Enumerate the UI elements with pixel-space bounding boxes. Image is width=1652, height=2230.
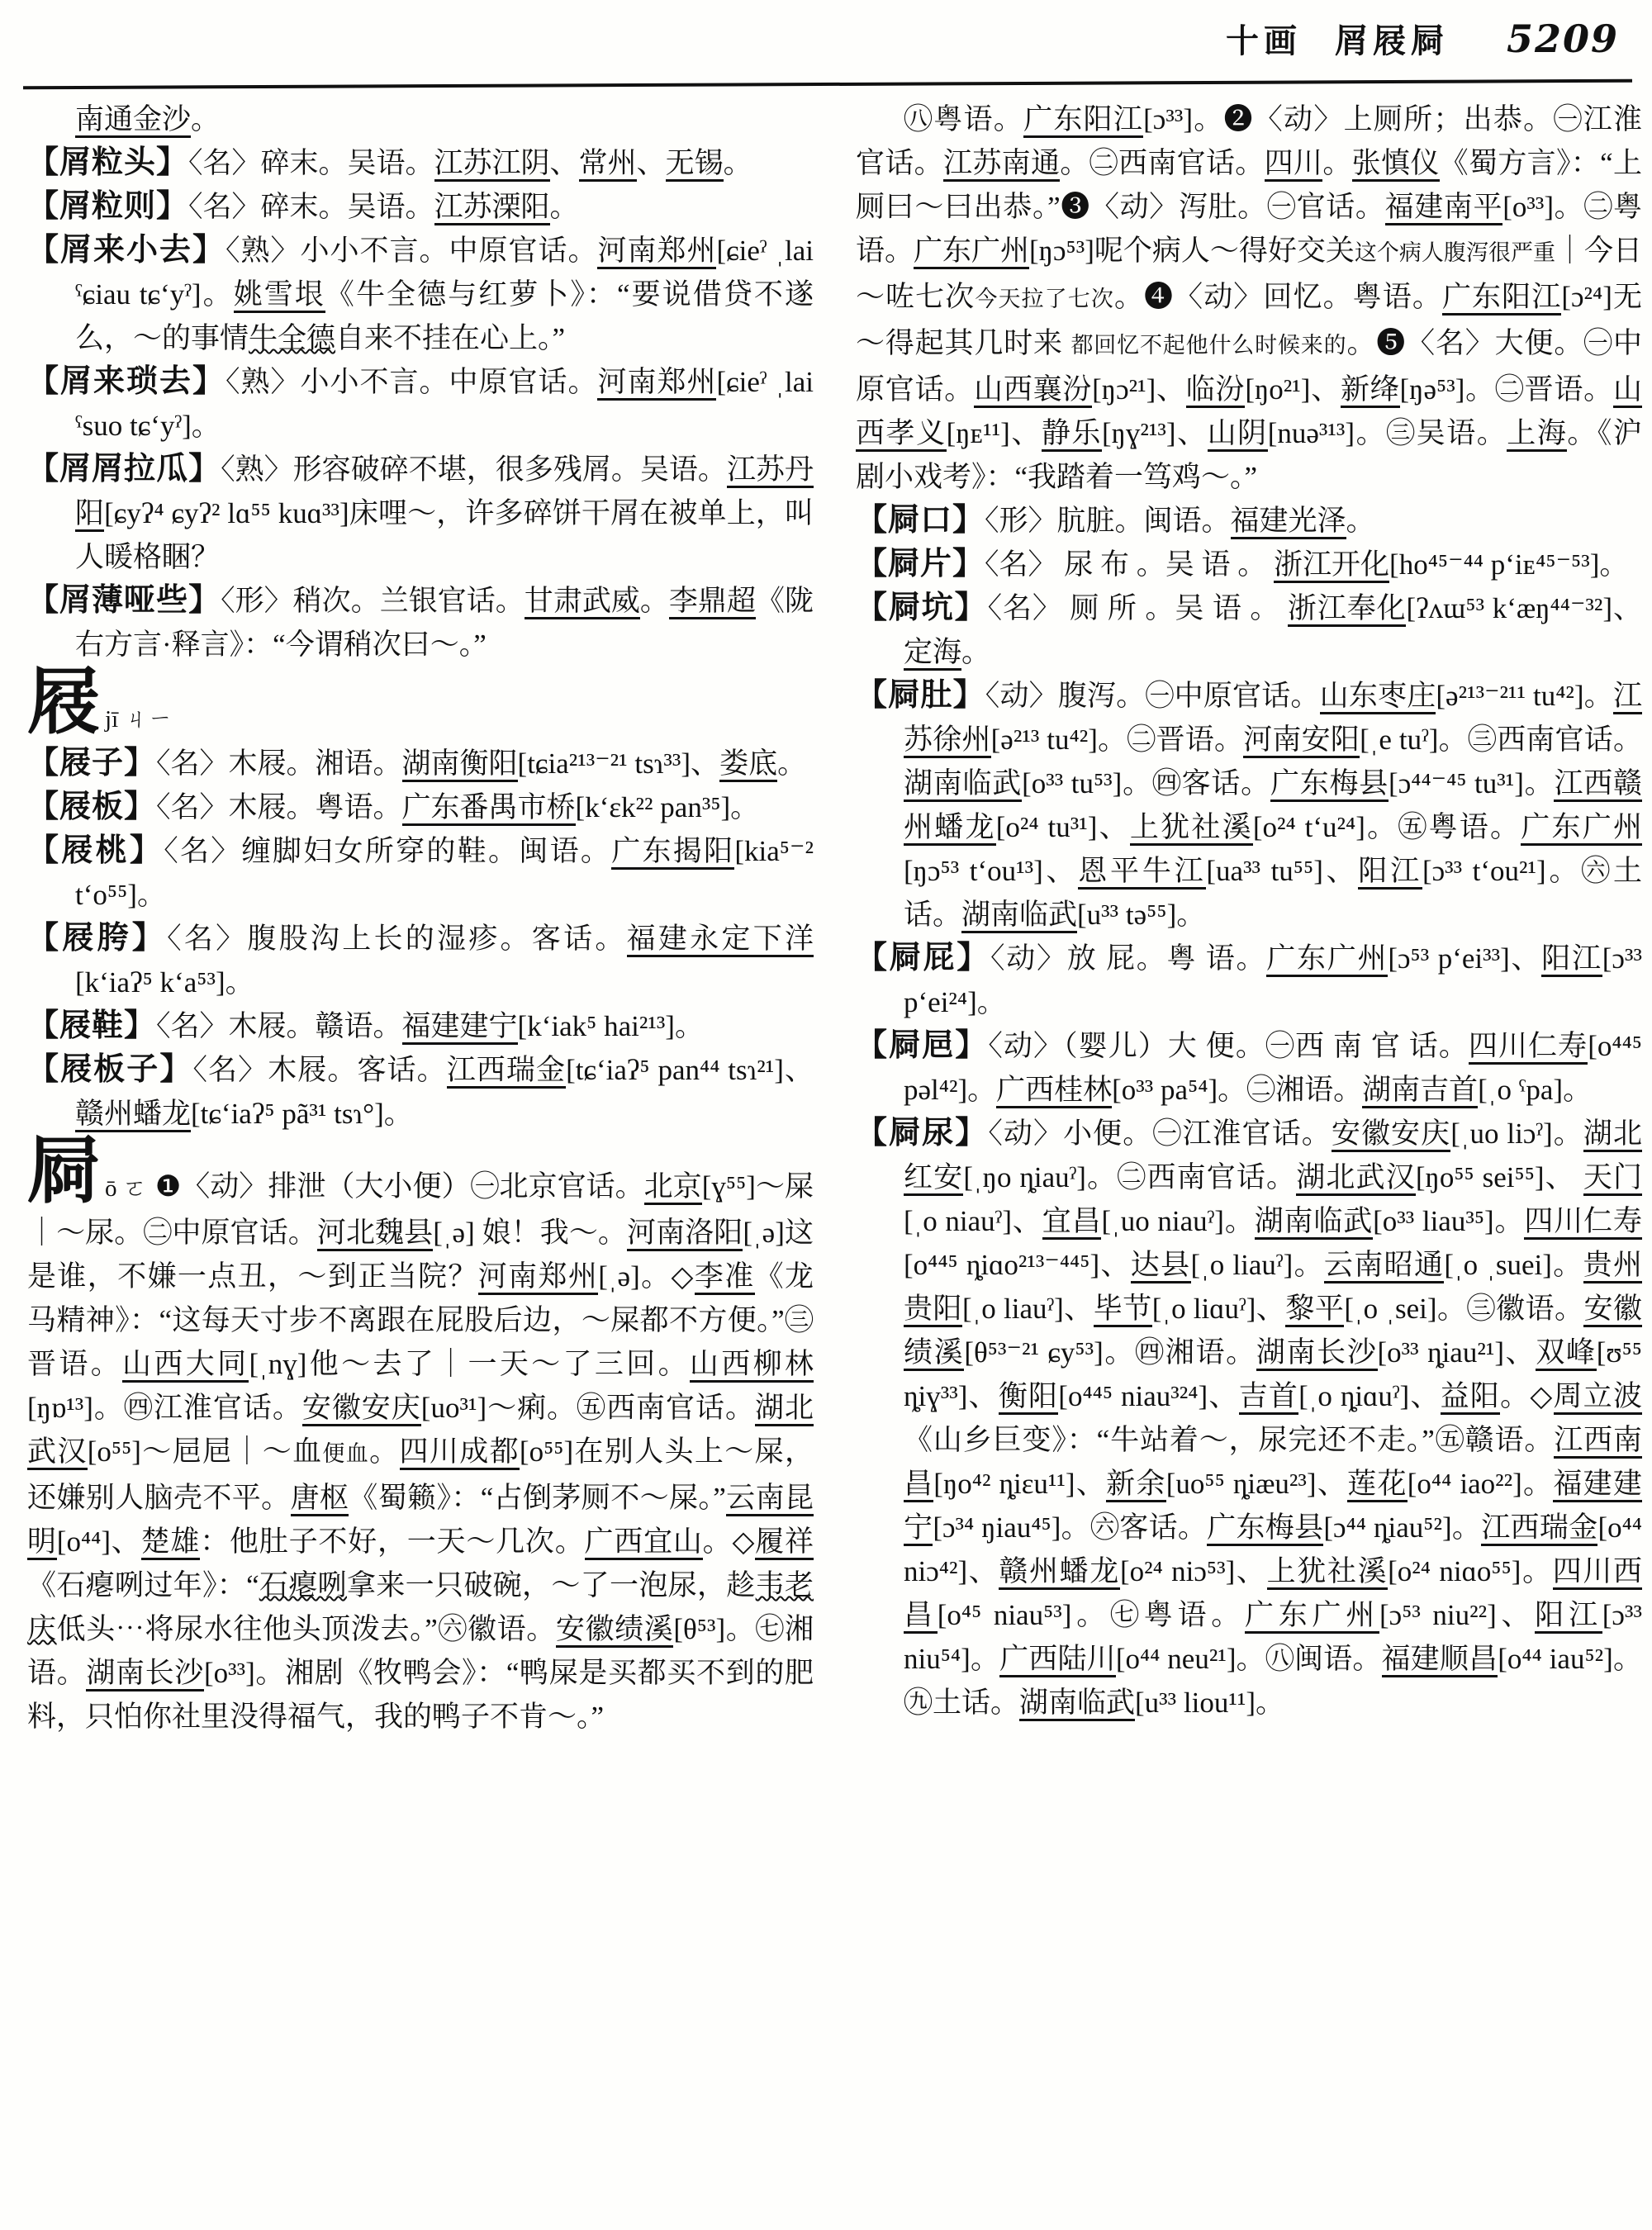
- place-name: 江西瑞金: [447, 1054, 566, 1089]
- section-headword-character: 屐: [27, 663, 101, 743]
- place-name: 安徽安庆: [1332, 1117, 1450, 1152]
- place-name: 福建永定下洋: [627, 923, 814, 957]
- place-name: 双峰: [1536, 1336, 1596, 1371]
- place-name: 吉首: [1239, 1380, 1298, 1415]
- continuation-paragraph: [27, 97, 814, 141]
- text-run: 。: [777, 747, 807, 780]
- place-name: 福建建宁: [904, 1468, 1642, 1546]
- dict-entry: [856, 1112, 1642, 1725]
- place-name: 娄底: [719, 747, 777, 782]
- text-run: [ɔ⁵³ pʻei³³]、: [1388, 942, 1542, 975]
- text-run: 《山乡巨变》：“牛站着～，尿完还不走。”㊄赣语。: [904, 1424, 1555, 1456]
- text-run: [o³³]。㊁粤语。: [856, 191, 1642, 267]
- place-name: 广西宜山: [585, 1525, 703, 1560]
- text-run: ｜今日～咗七次: [856, 235, 1642, 313]
- entry-headword: 【屐子】: [27, 746, 157, 780]
- text-run: [ɣ⁵⁵]～屎｜～尿。㊁中原官话。: [27, 1170, 814, 1249]
- text-run: [kʻɛk²² pan³⁵]。: [575, 791, 760, 823]
- text-run: 〈名〉碎末。吴语。: [188, 191, 434, 223]
- place-name: 湖南长沙: [1256, 1336, 1378, 1371]
- dict-entry: [27, 579, 814, 667]
- place-name: 湖南吉首: [1362, 1074, 1478, 1108]
- place-name: 江苏南通: [943, 147, 1060, 182]
- text-run: 。: [639, 585, 669, 617]
- place-name: 无锡: [666, 147, 724, 182]
- text-run: 。: [369, 1435, 400, 1468]
- text-run: 《龙马精神》：“这每天寸步不离跟在屁股后边，～屎都不方便。”㊂晋语。: [27, 1260, 814, 1380]
- entry-headword: 【屙肚】: [856, 678, 985, 713]
- place-name: 湖南临武: [961, 899, 1077, 933]
- text-run: 〈名〉碎末。吴语。: [188, 147, 434, 179]
- place-name: 广东番禺市桥: [402, 791, 576, 826]
- place-name: 福建建宁: [402, 1010, 518, 1045]
- text-run: [ʊ⁵⁵ ȵiɣ³³]、: [904, 1336, 1642, 1412]
- place-name: 楚雄: [141, 1525, 201, 1560]
- text-run: [ˌuo liɔˀ]。: [1450, 1117, 1583, 1150]
- text-run: [ˌə]这是谁，不嫌一点丑，～到正当院？: [27, 1217, 814, 1293]
- text-run: 〈形〉稍次。兰银官话。: [221, 585, 525, 617]
- dict-entry: [856, 1024, 1642, 1112]
- place-name: 李鼎超: [669, 585, 756, 619]
- place-name: 湖北红安: [904, 1117, 1642, 1196]
- place-name: 上犹社溪: [1130, 811, 1253, 846]
- text-run: 〈名〉缠脚妇女所穿的鞋。闽语。: [164, 835, 612, 867]
- text-run: [ua³³ tu⁵⁵]、: [1206, 855, 1359, 887]
- text-run: 〈熟〉小小不言。中原官话。: [225, 366, 598, 398]
- place-name: 湖南临武: [1255, 1205, 1373, 1240]
- text-run: [ŋᴇ¹¹]、: [946, 417, 1042, 449]
- text-run: [ˌo liauˀ]。: [1190, 1249, 1324, 1281]
- place-name: 新余: [1106, 1468, 1166, 1502]
- place-name: 江西赣州蟠龙: [904, 767, 1642, 846]
- text-run: [kʻiaʔ⁵ kʻa⁵³]。: [75, 966, 254, 999]
- place-name: 山西柳林: [690, 1348, 814, 1383]
- text-run: [ŋə⁵³]。㊁晋语。: [1399, 373, 1613, 406]
- left-column: [27, 97, 814, 1739]
- text-run: [ŋo²¹]、: [1245, 373, 1341, 406]
- page-number: 5209: [1506, 17, 1619, 61]
- running-head: [0, 15, 1619, 62]
- text-run: 。❺〈名〉大便。㊀中原官话。: [856, 327, 1642, 406]
- text-run: [ˌnɣ]他～去了｜一天～了三回。: [249, 1348, 690, 1380]
- text-run: 。: [1346, 505, 1375, 537]
- place-name: 河南安阳: [1243, 724, 1360, 758]
- text-run: 〈名〉木屐。湘语。: [156, 747, 402, 780]
- text-run: [o⁴⁴⁵ pəl⁴²]。: [904, 1030, 1642, 1106]
- text-run: 〈熟〉小小不言。中原官话。: [225, 235, 598, 267]
- text-run: [o²⁴ niɑo⁵⁵]。: [1388, 1555, 1553, 1587]
- text-run: [ˌə]。◇: [598, 1260, 695, 1293]
- text-run: [ɕieˀ ˌlai ˤɕiau tɕʻyˀ]。: [75, 235, 814, 311]
- gloss-text: 便血: [322, 1441, 370, 1466]
- place-name: 莲花: [1347, 1468, 1408, 1502]
- dict-entry: [856, 499, 1642, 543]
- text-run: [tɕʻiaʔ⁵ pan⁴⁴ tsɿ²¹]、: [566, 1054, 814, 1086]
- text-run: ㊇粤语。: [904, 103, 1024, 135]
- place-name: 浙江奉化: [1288, 592, 1407, 627]
- place-name: 衡阳: [999, 1380, 1058, 1415]
- text-run: [o³³ liau³⁵]。: [1373, 1205, 1525, 1237]
- text-run: 〈形〉肮脏。闽语。: [985, 505, 1231, 537]
- place-name: 广东阳江: [1442, 281, 1561, 316]
- place-name: 四川成都: [400, 1435, 520, 1470]
- text-run: [o⁴⁴⁵ niau³²⁴]、: [1058, 1380, 1239, 1412]
- text-run: [ɔ²⁴]无～得起其几时来: [856, 281, 1642, 359]
- text-run: 。《沪剧小戏考》：“我踏着一笃鸡～。”: [856, 417, 1642, 493]
- text-run: 〈名〉木屐。客话。: [192, 1054, 447, 1086]
- place-name: 安徽安庆: [302, 1392, 421, 1426]
- text-run: [ŋɔ²¹]、: [1092, 373, 1186, 406]
- place-name: 恩平牛江: [1078, 855, 1206, 890]
- dict-entry: [856, 586, 1642, 674]
- text-run: 〈动〉腹泻。㊀中原官话。: [985, 680, 1320, 712]
- text-run: [o³³]。湘剧《牧鸭会》：“鸭屎是买都买不到的肥料，只怕你社里没得福气，我的鸭子不肯～。”: [27, 1657, 814, 1733]
- place-name: 山东枣庄: [1320, 680, 1436, 714]
- text-run: [o⁵⁵]在别人头上～屎，还嫌别人脑壳不平。: [27, 1435, 814, 1514]
- gloss-text: 这个病人腹泻很严重: [1354, 240, 1555, 265]
- text-run: [tɕʻiaʔ⁵ pã³¹ tsɿ°]。: [191, 1098, 413, 1130]
- place-name: 临汾: [1186, 373, 1246, 408]
- text-run: [o⁴⁴ iau⁵²]。㊈土话。: [904, 1643, 1642, 1719]
- text-run: [uo³¹]～痢。㊄西南官话。: [420, 1392, 755, 1424]
- dict-entry: [27, 742, 814, 785]
- entry-headword: 【屑来琐去】: [27, 364, 225, 399]
- text-run: [ˌo ˌsuei]。: [1444, 1249, 1583, 1281]
- place-name: 四川西昌: [904, 1555, 1642, 1634]
- place-name: 广东广州: [1521, 811, 1642, 846]
- text-run: [ˌo ˌsei]。㊂徽语。: [1344, 1293, 1584, 1325]
- section-headword-paragraph: [27, 663, 814, 743]
- place-name: 新绛: [1341, 373, 1400, 408]
- text-run: 自来不挂在心上。”: [335, 322, 566, 354]
- text-run: 《石瘪咧过年》：“: [27, 1569, 259, 1601]
- text-run: ❶〈动〉排泄（大小便）㊀北京官话。: [154, 1170, 644, 1203]
- place-name: 李准: [695, 1260, 755, 1295]
- place-name: 广东梅县: [1270, 767, 1389, 802]
- place-name: 湖南临武: [1019, 1687, 1135, 1721]
- place-name: 山阴: [1208, 417, 1268, 452]
- place-name: 赣州蟠龙: [999, 1555, 1120, 1590]
- entry-headword: 【屑来小去】: [27, 233, 225, 268]
- place-name: 江苏溧阳: [434, 191, 550, 225]
- place-name: 河南郑州: [478, 1260, 599, 1295]
- text-run: [ŋo⁵⁵ sei⁵⁵]、: [1415, 1161, 1583, 1193]
- entry-headword: 【屙尿】: [856, 1116, 989, 1151]
- text-run: 。◇: [1500, 1380, 1554, 1412]
- text-run: ：他肚子不好，一天～几次。: [200, 1525, 585, 1558]
- place-name: 江苏丹阳: [75, 453, 814, 532]
- place-name: 阳江: [1535, 1599, 1602, 1634]
- place-name: 湖南衡阳: [402, 747, 518, 782]
- section-headword-character: 屙: [27, 1132, 101, 1212]
- head-characters: 屑屐屙: [1334, 22, 1449, 59]
- text-run: 。◇: [702, 1525, 756, 1558]
- text-run: [θ⁵³⁻²¹ ɕy⁵³]。㊃湘语。: [964, 1336, 1256, 1369]
- section-headword-paragraph: [27, 1132, 814, 1739]
- text-run: [o⁵⁵]～㞎㞎｜～血: [87, 1435, 323, 1468]
- text-run: 〈动〉放 屁。粤 语。: [990, 942, 1267, 975]
- place-name: 黎平: [1285, 1293, 1344, 1327]
- text-run: [o²⁴ tʻu²⁴]。㊄粤语。: [1252, 811, 1521, 843]
- text-run: [ŋɔ⁵³ tʻou¹³]、: [904, 855, 1079, 887]
- text-run: 。: [191, 103, 221, 135]
- text-run: [o²⁴ niɔ⁵³]、: [1119, 1555, 1267, 1587]
- place-name: 安徽绩溪: [904, 1293, 1642, 1371]
- text-run: [ə²¹³ tu⁴²]。㊁晋语。: [990, 724, 1244, 756]
- dict-entry: [27, 917, 814, 1004]
- place-name: 甘肃武威: [525, 585, 640, 619]
- dict-entry: [856, 674, 1642, 937]
- entry-headword: 【屑粒头】: [27, 145, 189, 180]
- pronunciation: ō ㄛ: [105, 1175, 147, 1202]
- place-name: 益阳: [1441, 1380, 1500, 1415]
- place-name: 履祥: [755, 1525, 814, 1560]
- entry-headword: 【屐桃】: [27, 833, 164, 868]
- place-name: 安徽绩溪: [556, 1613, 673, 1648]
- place-name: 上海: [1507, 417, 1567, 452]
- dict-entry: [27, 360, 814, 448]
- text-run: 〈名〉 尿 布 。吴 语 。: [985, 548, 1275, 581]
- text-run: [tɕia²¹³⁻²¹ tsɿ³³]、: [517, 747, 720, 780]
- text-run: 、: [549, 147, 579, 179]
- place-name: 广东阳江: [1023, 103, 1143, 138]
- place-name: 浙江开化: [1274, 548, 1389, 583]
- dict-entry: [27, 1004, 814, 1048]
- text-run: [ɔ³⁴ ŋiau⁴⁵]。㊅客话。: [933, 1511, 1208, 1544]
- entry-headword: 【屙片】: [856, 547, 985, 581]
- entry-headword: 【屐鞋】: [27, 1008, 157, 1043]
- place-name: 广东揭阳: [611, 835, 734, 870]
- place-name: 广西桂林: [996, 1074, 1112, 1108]
- place-name: 湖北武汉: [27, 1392, 814, 1470]
- place-name: 福建光泽: [1231, 505, 1346, 539]
- text-run: 〈动〉小便。㊀江淮官话。: [988, 1117, 1332, 1150]
- text-run: 〈名〉木屐。粤语。: [156, 791, 402, 823]
- dict-entry: [27, 829, 814, 917]
- place-name: 湖北武汉: [1296, 1161, 1416, 1196]
- dict-entry: [856, 543, 1642, 586]
- place-name: 定海: [904, 636, 961, 671]
- person-name: 韦老庆: [27, 1569, 814, 1645]
- place-name: 四川仁寿: [1524, 1205, 1642, 1240]
- text-run: [o²⁴ tu³¹]、: [995, 811, 1130, 843]
- place-name: 云南昆明: [27, 1482, 814, 1560]
- place-name: 毕节: [1094, 1293, 1152, 1327]
- place-name: 天门: [1583, 1161, 1642, 1196]
- stroke-section-label: 十画: [1225, 22, 1302, 59]
- place-name: 广西陆川: [999, 1643, 1116, 1677]
- place-name: 阳江: [1541, 942, 1602, 977]
- text-run: [ˌo ˤpa]。: [1478, 1074, 1593, 1106]
- place-name: 江西瑞金: [1481, 1511, 1597, 1546]
- place-name: 唐枢: [291, 1482, 349, 1516]
- text-run: [o⁴⁵ niau⁵³]。㊆粤语。: [937, 1599, 1245, 1631]
- place-name: 江西南昌: [904, 1424, 1642, 1502]
- text-run: [ɔ³³]。❷〈动〉上厕所；出恭。㊀江淮官话。: [856, 103, 1642, 179]
- dict-entry: [27, 229, 814, 360]
- gloss-text: 都回忆不起他什么时候来的: [1070, 333, 1347, 358]
- place-name: 湖南临武: [904, 767, 1022, 802]
- text-run: [o⁴⁴]、: [56, 1525, 141, 1558]
- entry-headword: 【屑粒则】: [27, 189, 189, 224]
- text-run: [ˌə] 娘！我～。: [433, 1217, 628, 1249]
- text-run: [ɔ³³ tʻou²¹]。㊅土话。: [904, 855, 1642, 931]
- text-run: [ŋɣ²¹³]、: [1101, 417, 1208, 449]
- place-name: 常州: [579, 147, 637, 182]
- place-name: 北京: [644, 1170, 702, 1205]
- place-name: 河北魏县: [317, 1217, 433, 1251]
- text-run: [o⁴⁴⁵ ȵiɑo²¹³⁻⁴⁴⁵]、: [904, 1249, 1131, 1281]
- text-run: 〈名〉腹股沟上长的湿疹。客话。: [167, 923, 627, 955]
- text-run: [ŋo⁴² ȵiɛu¹¹]、: [933, 1468, 1107, 1500]
- text-run: 《陇右方言·释言》：“今谓稍次曰～。”: [75, 585, 814, 661]
- place-name: 河南郑州: [597, 235, 716, 269]
- place-name: 云南昭通: [1324, 1249, 1444, 1283]
- entry-headword: 【屐板子】: [27, 1052, 193, 1087]
- text-run: [o³³ ȵiau²¹]、: [1377, 1336, 1536, 1369]
- person-name: 石瘪咧: [259, 1569, 348, 1601]
- place-name: 达县: [1131, 1249, 1191, 1283]
- text-run: [o³³ tu⁵³]。㊃客话。: [1022, 767, 1270, 799]
- entry-headword: 【屐胯】: [27, 921, 168, 956]
- text-run: [u³³ liou¹¹]。: [1135, 1687, 1285, 1719]
- text-run: 低头⋯将尿水往他头顶泼去。”㊅徽语。: [56, 1613, 556, 1645]
- gloss-text: 今天拉了七次: [975, 287, 1114, 311]
- text-run: 。: [549, 191, 579, 223]
- text-run: [ɔ³³ niu⁵⁴]。: [904, 1599, 1642, 1675]
- place-name: 四川: [1265, 147, 1323, 182]
- text-run: 〈熟〉形容破碎不堪，很多残屑。吴语。: [221, 453, 727, 486]
- text-run: [ɕyʔ⁴ ɕyʔ² lɑ⁵⁵ kuɑ³³]床哩～，许多碎饼干屑在被单上，叫人暖格睏？: [75, 497, 814, 573]
- place-name: 静乐: [1042, 417, 1102, 452]
- place-name: 南通金沙: [75, 103, 191, 138]
- entry-headword: 【屐板】: [27, 790, 157, 824]
- text-run: 拿来一只破碗，～了一泡尿，趁: [347, 1569, 756, 1601]
- text-run: 。: [961, 636, 991, 668]
- text-run: 〈动〉（婴儿）大 便。㊀西 南 官 话。: [988, 1030, 1469, 1062]
- text-run: [ɔ⁵³ niu²²]、: [1379, 1599, 1536, 1631]
- place-name: 贵州贵阳: [904, 1249, 1642, 1327]
- text-run: 。❹〈动〉回忆。粤语。: [1113, 281, 1442, 313]
- text-run: [nuə³¹³]。㊂吴语。: [1267, 417, 1507, 449]
- text-run: 。㊁西南官话。: [1060, 147, 1265, 179]
- text-run: [ɕieˀ ˌlai ˤsuo tɕʻyˀ]。: [75, 366, 814, 442]
- text-run: [ŋɔ⁵³]呢个病人～得好交关: [1029, 235, 1355, 267]
- text-run: 〈名〉 厕 所 。吴 语 。: [987, 592, 1288, 624]
- text-run: [o³³ pa⁵⁴]。㊁湘语。: [1112, 1074, 1363, 1106]
- text-run: 《蜀方言》：“上厕曰～曰出恭。”❸〈动〉泻肚。㊀官话。: [856, 147, 1642, 223]
- place-name: 广东广州: [914, 235, 1029, 269]
- place-name: 张慎仪: [1352, 147, 1440, 182]
- continuation-paragraph: [856, 97, 1642, 499]
- place-name: 山西大同: [122, 1348, 249, 1383]
- dict-entry: [856, 937, 1642, 1024]
- text-run: [ho⁴⁵⁻⁴⁴ pʻiᴇ⁴⁵⁻⁵³]。: [1389, 548, 1629, 581]
- text-run: [ˌo liauˀ]、: [961, 1293, 1094, 1325]
- entry-headword: 【屙㞎】: [856, 1028, 989, 1063]
- place-name: 江苏江阴: [434, 147, 550, 182]
- text-run: 〈名〉木屐。赣语。: [156, 1010, 402, 1042]
- place-name: 江苏徐州: [904, 680, 1642, 758]
- text-run: [ɔ⁴⁴ ȵiau⁵²]。: [1323, 1511, 1482, 1544]
- place-name: 广东广州: [1245, 1599, 1379, 1634]
- text-run: [ŋɒ¹³]。㊃江淮官话。: [27, 1392, 302, 1424]
- dict-entry: [27, 785, 814, 829]
- right-column: [856, 97, 1642, 1725]
- entry-headword: 【屙坑】: [856, 591, 988, 625]
- entry-headword: 【屙屁】: [856, 941, 991, 975]
- place-name: 广东梅县: [1207, 1511, 1323, 1546]
- entry-headword: 【屙口】: [856, 503, 985, 538]
- place-name: 四川仁寿: [1469, 1030, 1588, 1065]
- dict-entry: [27, 141, 814, 185]
- text-run: [kʻiak⁵ hai²¹³]。: [517, 1010, 704, 1042]
- text-run: [ˌŋo ȵiauˀ]。㊁西南官话。: [963, 1161, 1297, 1193]
- text-run: 《蜀籁》：“占倒茅厕不～屎。”: [349, 1482, 726, 1514]
- dict-entry: [27, 448, 814, 579]
- text-run: 、: [636, 147, 666, 179]
- place-name: 河南洛阳: [627, 1217, 743, 1251]
- text-run: [o⁴⁴ neu²¹]。㊇闽语。: [1115, 1643, 1382, 1675]
- place-name: 广东广州: [1266, 942, 1388, 977]
- text-run: [ɔ⁴⁴⁻⁴⁵ tu³¹]。: [1389, 767, 1555, 799]
- text-run: [θ⁵³]。㊆湘语。: [27, 1613, 814, 1689]
- text-run: 《牛全德与红萝卜》：“要说借贷不遂么，～的事情: [75, 278, 814, 354]
- place-name: 福建南平: [1385, 191, 1503, 225]
- text-run: [ˌuo niauˀ]。: [1101, 1205, 1255, 1237]
- entry-headword: 【屑薄哑些】: [27, 583, 221, 618]
- place-name: 宜昌: [1042, 1205, 1102, 1240]
- person-name: 牛全德: [249, 322, 336, 354]
- text-run: [u³³ tə⁵⁵]。: [1077, 899, 1206, 931]
- text-run: [ɔ³³ pʻei²⁴]。: [904, 942, 1642, 1018]
- entry-headword: 【屑屑拉瓜】: [27, 452, 221, 486]
- text-run: [ˌo niauˀ]、: [904, 1205, 1042, 1237]
- place-name: 上犹社溪: [1267, 1555, 1389, 1590]
- header-rule: [23, 79, 1632, 89]
- text-run: [o⁴⁴ niɔ⁴²]、: [904, 1511, 1642, 1587]
- place-name: 阳江: [1358, 855, 1422, 890]
- dict-entry: [27, 185, 814, 229]
- place-name: 山西襄汾: [974, 373, 1092, 408]
- text-run: [kia⁵⁻² tʻo⁵⁵]。: [75, 835, 814, 911]
- text-run: [ʔʌɯ⁵³ kʻæŋ⁴⁴⁻³²]、: [1406, 592, 1642, 624]
- text-run: 。: [723, 147, 752, 179]
- text-run: [ˌo ȵiɑuˀ]、: [1298, 1380, 1441, 1412]
- text-run: [o⁴⁴ iao²²]。: [1407, 1468, 1554, 1500]
- place-name: 河南郑州: [597, 366, 716, 401]
- text-run: [ˌo liɑuˀ]、: [1151, 1293, 1286, 1325]
- place-name: 湖南长沙: [86, 1657, 204, 1691]
- place-name: 福建顺昌: [1382, 1643, 1498, 1677]
- place-name: 姚雪垠: [234, 278, 325, 313]
- place-name: 赣州蟠龙: [75, 1098, 191, 1132]
- text-run: 。: [1322, 147, 1352, 179]
- dict-entry: [27, 1048, 814, 1136]
- text-run: [uo⁵⁵ ȵiæu²³]、: [1165, 1468, 1348, 1500]
- place-name: 山西孝义: [856, 373, 1642, 452]
- pronunciation: jī ㄐㄧ: [105, 706, 173, 733]
- text-run: [ˌe tuˀ]。㊂西南官话。: [1360, 724, 1642, 756]
- place-name: 周立波: [1554, 1380, 1642, 1415]
- text-run: [ə²¹³⁻²¹¹ tu⁴²]。: [1436, 680, 1613, 712]
